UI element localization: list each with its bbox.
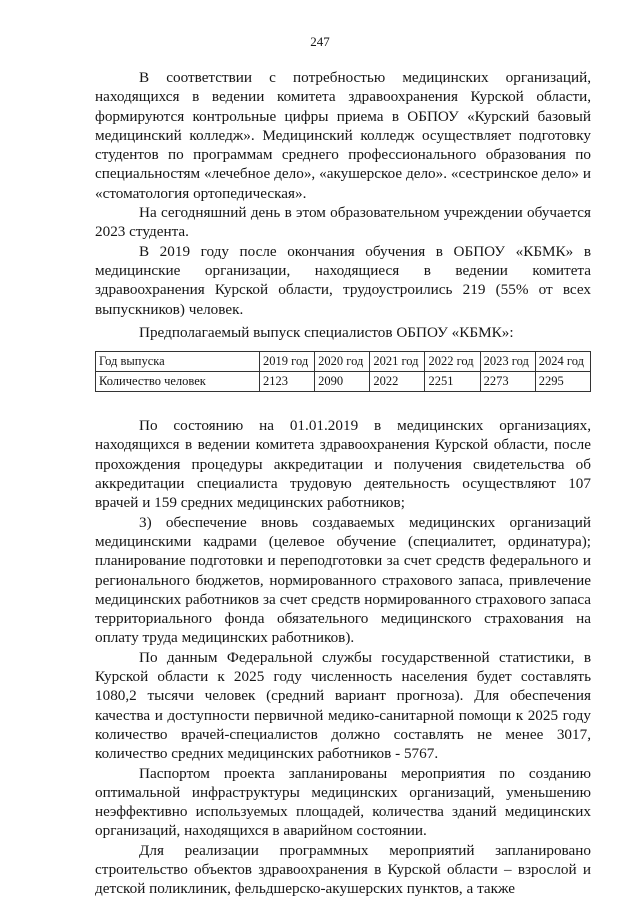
paragraph-graduates-employed: В 2019 году после окончания обучения в ОБПОУ «КБМК» в медицинские организации, находящиеся в ведении комитета здравоохранения Курской области, трудоустроились 219 (55% от всех выпускников) человек. — [95, 242, 591, 318]
paragraph-staffing-measures: 3) обеспечение вновь создаваемых медицинских организаций медицинскими кадрами (целевое обучение (специалитет, ординатура); планирование подготовки и переподготовки за счет средств федерального и регионального бюджетов, нормированного страхового запаса, привлечение медицинских работников за счет средств нормированного страхового запаса территориального фонда обязательного медицинского страхования на оплату труда медицинских работников). — [95, 513, 591, 647]
table-cell-year: 2022 год — [425, 352, 480, 372]
paragraph-construction: Для реализации программных мероприятий запланировано строительство объектов здравоохранения в Курской области – взрослой и детской поликлиник, фельдшерско-акушерских пунктов, а также — [95, 841, 591, 898]
paragraph-population-forecast: По данным Федеральной службы государственной статистики, в Курской области к 2025 году численность населения будет составлять 1080,2 тысячи человек (средний вариант прогноза). Для обеспечения качества и доступности первичной медико-санитарной помощи к 2025 году количество врачей-специалистов должно составлять не менее 3017, количество средних медицинских работников - 5767. — [95, 648, 591, 763]
table-cell-count: 2273 — [480, 372, 535, 392]
table-cell-count: 2123 — [260, 372, 315, 392]
table-header-cell: Количество человек — [96, 372, 260, 392]
document-body — [95, 68, 591, 899]
paragraph-table-caption: Предполагаемый выпуск специалистов ОБПОУ «КБМК»: — [139, 323, 514, 341]
table-cell-count: 2090 — [315, 372, 370, 392]
table-cell-year: 2023 год — [480, 352, 535, 372]
paragraph-students-count: На сегодняшний день в этом образовательном учреждении обучается 2023 студента. — [95, 204, 591, 241]
paragraph-infrastructure: Паспортом проекта запланированы мероприятия по созданию оптимальной инфраструктуры медицинских организаций, уменьшению неэффективно используемых площадей, количества зданий медицинских организаций, находящихся в аварийном состоянии. — [95, 764, 591, 840]
table-row — [96, 352, 591, 372]
table-cell-year: 2024 год — [535, 352, 590, 372]
table-header-cell: Год выпуска — [96, 352, 260, 372]
table-cell-year: 2021 год — [370, 352, 425, 372]
table-cell-year: 2020 год — [315, 352, 370, 372]
table-row — [96, 372, 591, 392]
graduates-table — [95, 351, 591, 392]
table-cell-count: 2022 — [370, 372, 425, 392]
paragraph-admission-targets: В соответствии с потребностью медицинских организаций, находящихся в ведении комитета здравоохранения Курской области, формируются контрольные цифры приема в ОБПОУ «Курский базовый медицинский колледж». Медицинский колледж осуществляет подготовку студентов по программам среднего профессионального образования по специальностям «лечебное дело», «акушерское дело». «сестринское дело» и «стоматология ортопедическая». — [95, 69, 591, 202]
paragraph-accreditation: По состоянию на 01.01.2019 в медицинских организациях, находящихся в ведении комитета здравоохранения Курской области, после прохождения процедуры аккредитации и получения свидетельства об аккредитации специалиста трудовую деятельность осуществляют 107 врачей и 159 средних медицинских работников; — [95, 417, 591, 512]
table-cell-count: 2295 — [535, 372, 590, 392]
table-cell-year: 2019 год — [260, 352, 315, 372]
page-number: 247 — [310, 34, 330, 49]
table-cell-count: 2251 — [425, 372, 480, 392]
